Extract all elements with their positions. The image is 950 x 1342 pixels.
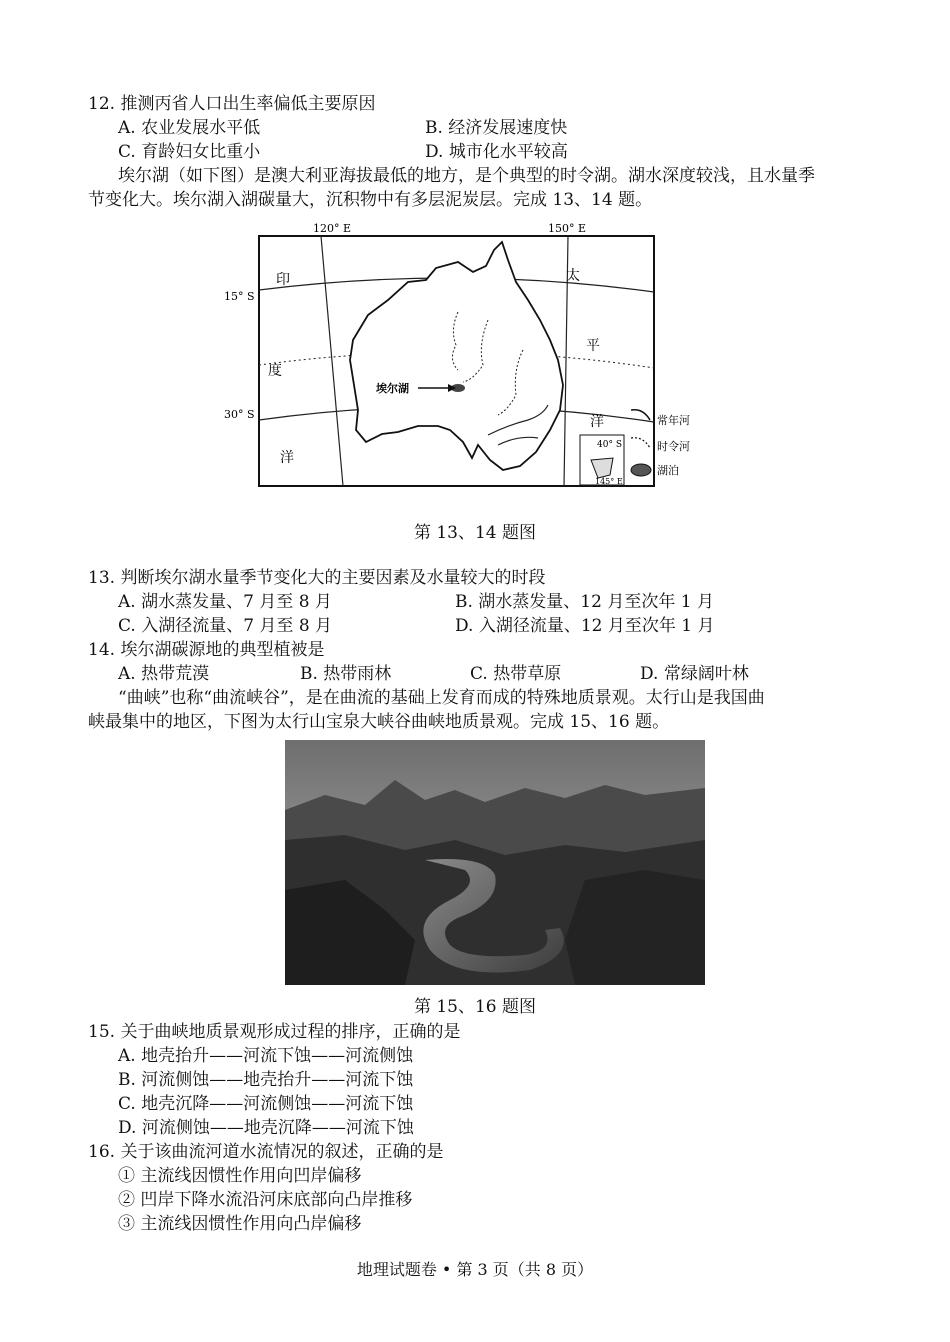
q12-option-c: C. 育龄妇女比重小 [118,142,261,162]
q15-option-c: C. 地壳沉降——河流侧蚀——河流下蚀 [118,1094,414,1114]
q14-option-b: B. 热带雨林 [300,664,392,684]
map-ocean-west-1: 印 [276,272,290,288]
legend-lake: 湖泊 [657,464,679,477]
map-lon-120: 120° E [313,222,352,235]
intro1-line2: 节变化大。埃尔湖入湖碳量大，沉积物中有多层泥炭层。完成 13、14 题。 [88,190,653,210]
q13-option-c: C. 入湖径流量、7 月至 8 月 [118,616,333,636]
q15-option-b: B. 河流侧蚀——地壳抬升——河流下蚀 [118,1070,414,1090]
intro2-line1: “曲峡”也称“曲流峡谷”，是在曲流的基础上发育而成的特殊地质景观。太行山是我国曲 [118,688,765,708]
q14-option-a: A. 热带荒漠 [118,664,210,684]
q16-stem: 16. 关于该曲流河道水流情况的叙述，正确的是 [88,1142,444,1162]
q13-option-b: B. 湖水蒸发量、12 月至次年 1 月 [455,592,714,612]
q15-stem: 15. 关于曲峡地质景观形成过程的排序，正确的是 [88,1022,461,1042]
q15-option-a: A. 地壳抬升——河流下蚀——河流侧蚀 [118,1046,414,1066]
map-lat-15: 15° S [224,290,255,303]
q16-item-3: ③ 主流线因惯性作用向凸岸偏移 [118,1214,362,1234]
intro1-line1: 埃尔湖（如下图）是澳大利亚海拔最低的地方，是个典型的时令湖。湖水深度较浅，且水量季 [118,166,815,186]
legend-perennial-river: 常年河 [657,414,690,427]
map-inset-lat: 40° S [597,440,622,450]
map-ocean-west-3: 洋 [280,450,294,466]
map-ocean-east-2: 平 [586,338,600,354]
map-lake-eyre-label: 埃尔湖 [376,382,409,395]
map-ocean-west-2: 度 [268,363,282,379]
q14-option-d: D. 常绿阔叶林 [640,664,749,684]
q12-stem: 12. 推测丙省人口出生率偏低主要原因 [88,94,376,114]
q13-option-d: D. 入湖径流量、12 月至次年 1 月 [455,616,715,636]
q15-option-d: D. 河流侧蚀——地壳沉降——河流下蚀 [118,1118,414,1138]
q16-item-2: ② 凹岸下降水流沿河床底部向凸岸推移 [118,1190,413,1210]
figure-caption-13-14: 第 13、14 题图 [413,523,537,543]
q13-stem: 13. 判断埃尔湖水量季节变化大的主要因素及水量较大的时段 [88,568,546,588]
page-footer: 地理试题卷 • 第 3 页（共 8 页） [356,1260,594,1279]
map-ocean-east-1: 太 [566,268,580,284]
legend-seasonal-river: 时令河 [657,440,690,453]
map-ocean-east-3: 洋 [590,414,604,430]
q13-option-a: A. 湖水蒸发量、7 月至 8 月 [118,592,332,612]
canyon-photo [285,740,705,985]
q16-item-1: ① 主流线因惯性作用向凹岸偏移 [118,1166,362,1186]
intro2-line2: 峡最集中的地区，下图为太行山宝泉大峡谷曲峡地质景观。完成 15、16 题。 [88,712,670,732]
q12-option-d: D. 城市化水平较高 [425,142,568,162]
map-lon-150: 150° E [548,222,587,235]
q12-option-b: B. 经济发展速度快 [425,118,568,138]
q14-option-c: C. 热带草原 [470,664,562,684]
australia-map [224,220,698,490]
figure-caption-15-16: 第 15、16 题图 [413,997,537,1017]
q14-stem: 14. 埃尔湖碳源地的典型植被是 [88,640,325,660]
map-inset-lon: 145° E [595,477,623,486]
map-lat-30: 30° S [224,408,255,421]
q12-option-a: A. 农业发展水平低 [118,118,261,138]
